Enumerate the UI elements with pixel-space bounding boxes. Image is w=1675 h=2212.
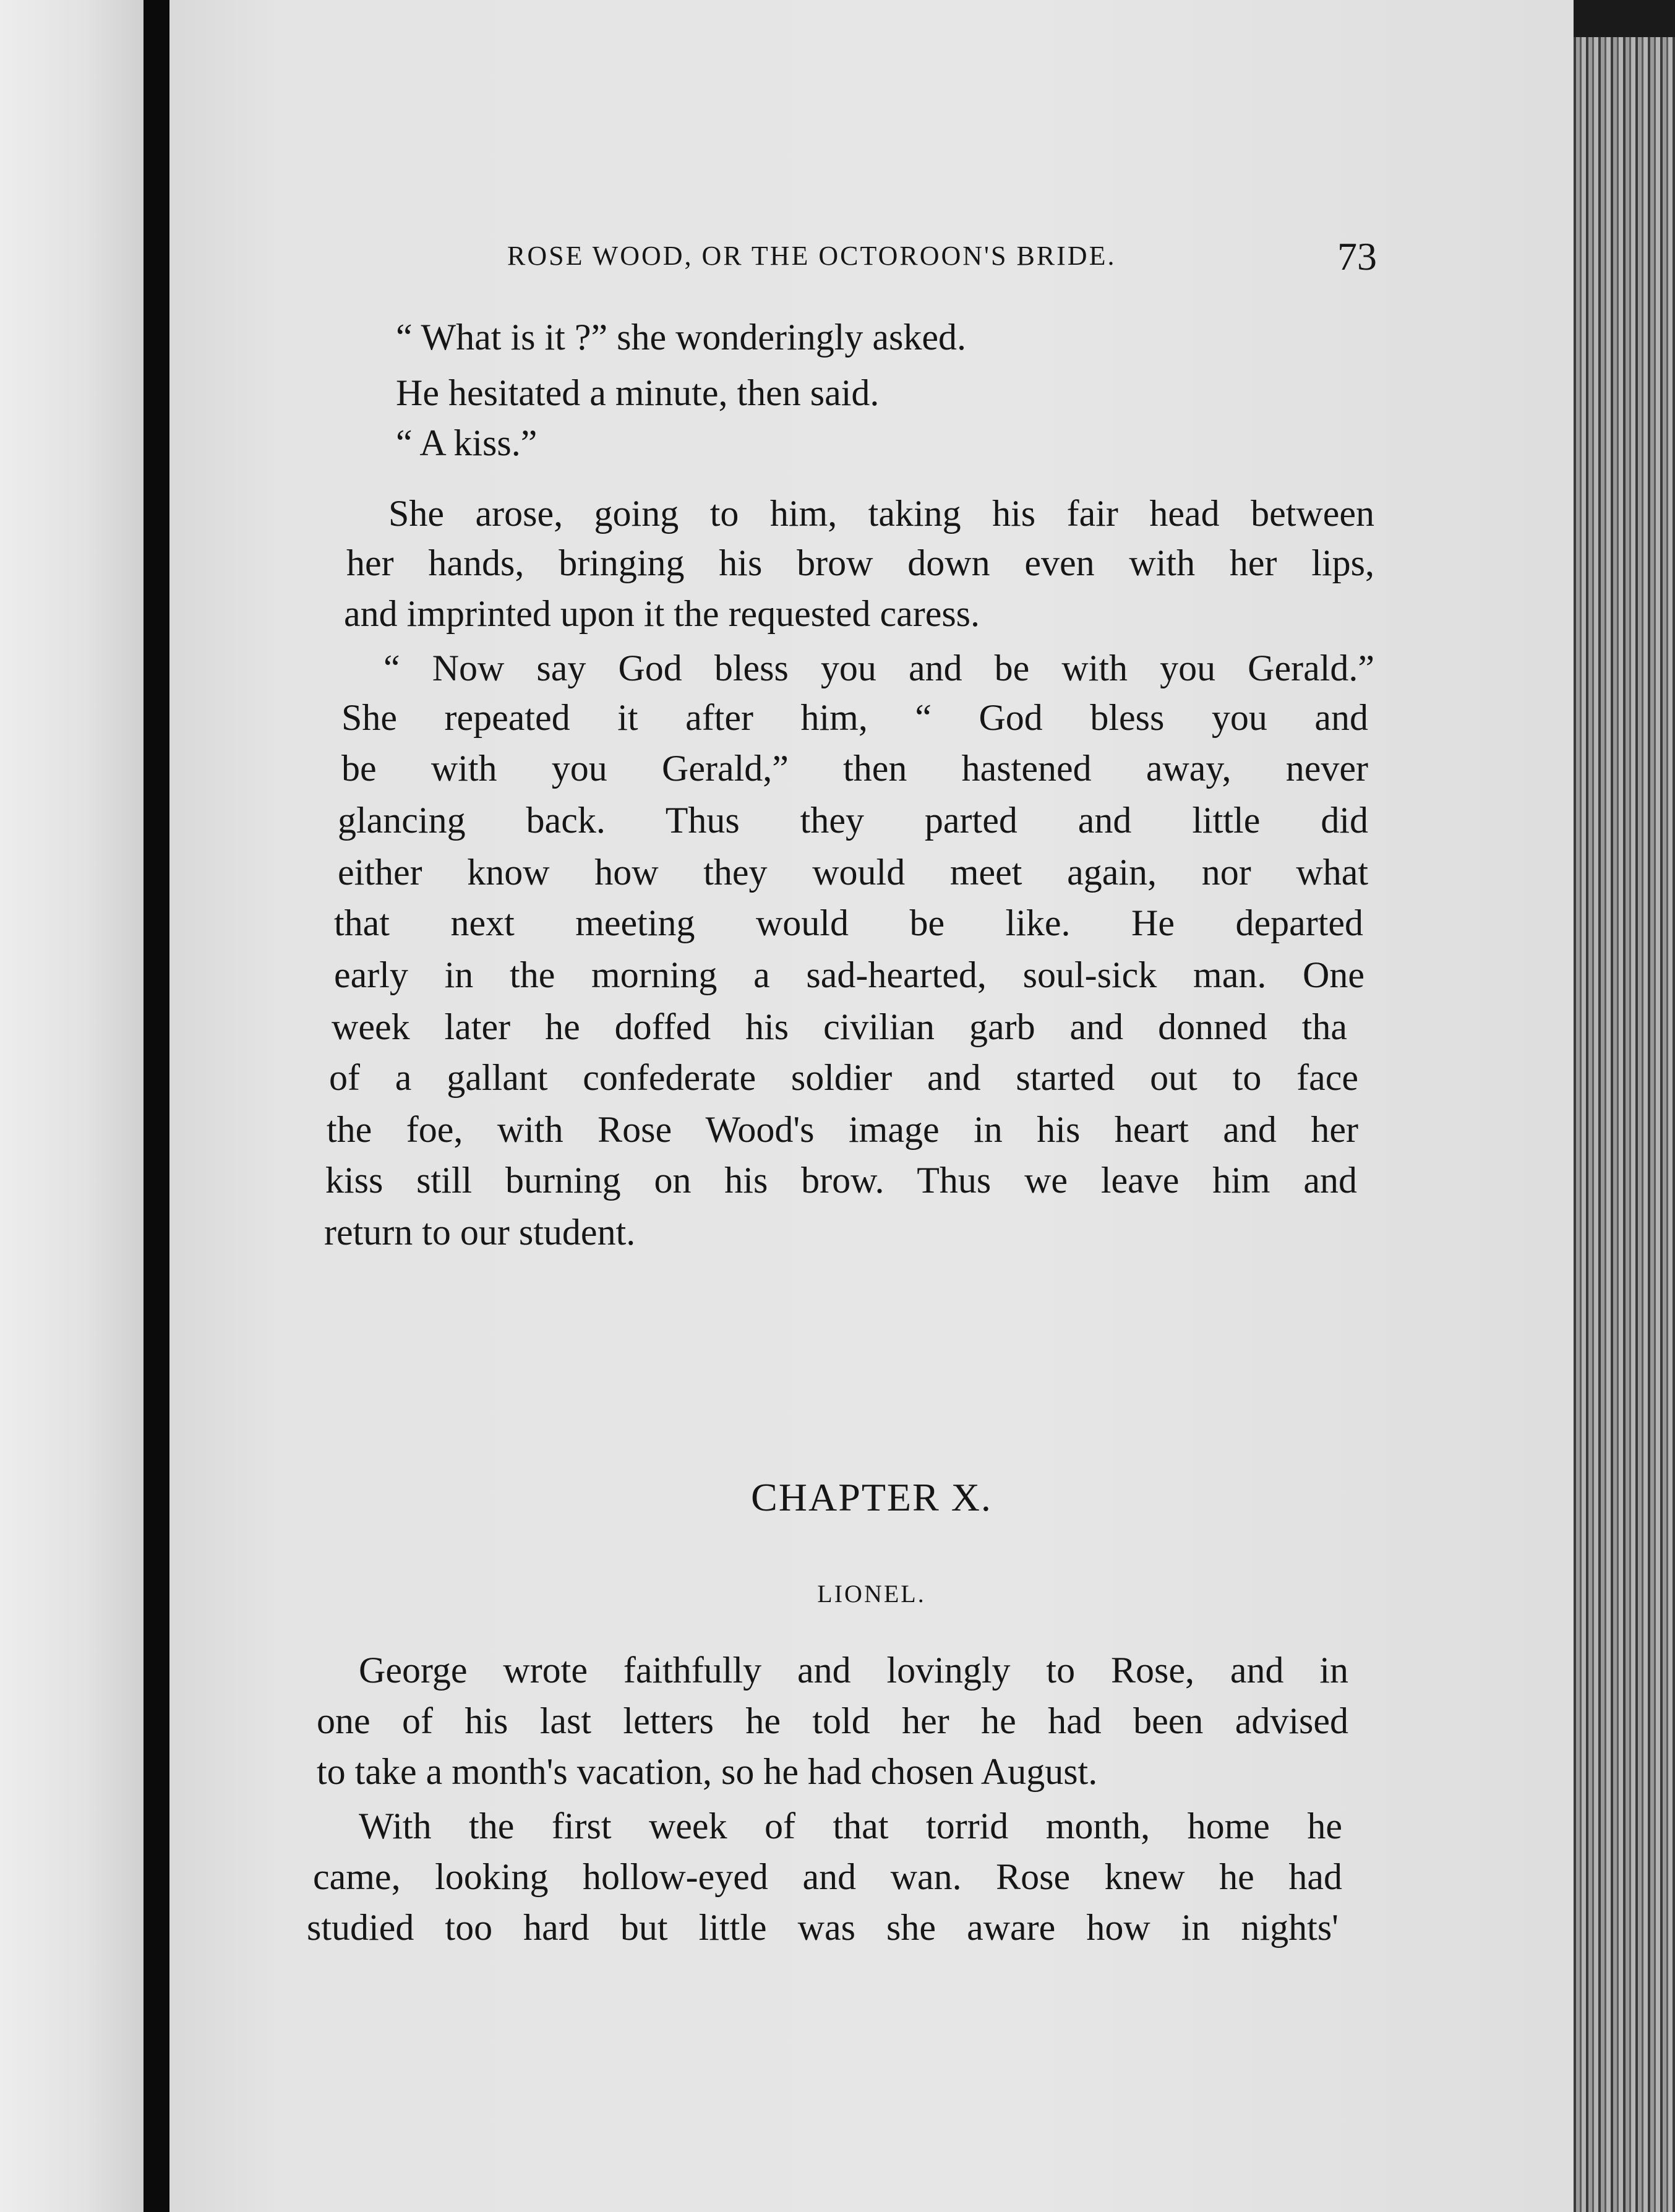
text-line: early in the morning a sad-hearted, soul-sick man. One [334,954,1364,995]
book-gutter [144,0,169,2212]
page-number: 73 [1337,234,1377,278]
text-line: George wrote faithfully and lovingly to Rose, and in [359,1650,1348,1691]
text-line: either know how they would meet again, nor what [338,852,1368,893]
text-line: “ Now say God bless you and be with you Gerald.” [383,648,1374,688]
previous-page-margin [0,0,144,2212]
page-block-edge [1574,37,1675,2212]
text-line: glancing back. Thus they parted and little did [338,800,1368,841]
chapter-subtitle: LIONEL. [817,1580,926,1608]
text-line: “ What is it ?” she wonderingly asked. [396,317,966,358]
chapter-title: CHAPTER X. [751,1475,992,1519]
text-line: of a gallant confederate soldier and started out to face [329,1057,1358,1098]
text-line: She arose, going to him, taking his fair head between [388,493,1374,534]
text-line: the foe, with Rose Wood's image in his heart and her [327,1109,1358,1150]
text-line: He hesitated a minute, then said. [396,372,880,413]
text-line: “ A kiss.” [396,422,538,463]
text-line: return to our student. [324,1212,636,1253]
text-line: week later he doffed his civilian garb and donned tha [332,1006,1347,1047]
text-line: studied too hard but little was she aware how in nights' [307,1907,1339,1948]
text-line: came, looking hollow-eyed and wan. Rose knew he had [313,1856,1342,1897]
page-edge-shadow [1574,0,1675,37]
text-line: be with you Gerald,” then hastened away, never [341,748,1368,789]
text-line: one of his last letters he told her he had been advised [317,1700,1348,1741]
text-line: to take a month's vacation, so he had chosen August. [317,1751,1098,1792]
text-line: kiss still burning on his brow. Thus we leave him and [325,1160,1357,1201]
text-line: and imprinted upon it the requested caress. [344,593,980,634]
text-line: that next meeting would be like. He departed [334,902,1363,943]
text-line: With the first week of that torrid month, home he [359,1806,1342,1846]
running-header: ROSE WOOD, OR THE OCTOROON'S BRIDE. [507,241,1116,271]
text-line: She repeated it after him, “ God bless you and [341,697,1368,738]
text-line: her hands, bringing his brow down even with her lips, [346,542,1374,583]
